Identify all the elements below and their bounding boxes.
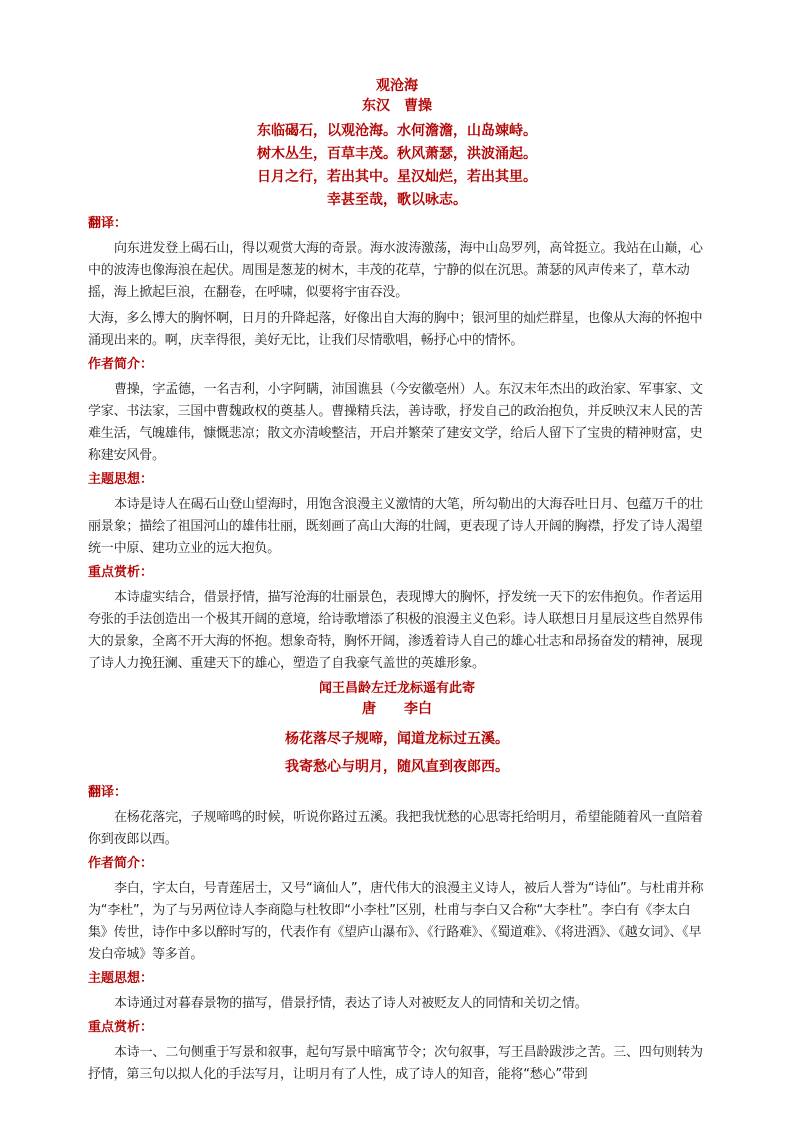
poem1-header xyxy=(88,76,706,212)
translation-paragraph: 大海，多么博大的胸怀啊，日月的升降起落，好像出自大海的胸中；银河里的灿烂群星，也像从大海的怀抱中涌现出来的。啊，庆幸得很，美好无比，让我们尽情歌唱，畅抒心中的情怀。 xyxy=(88,311,703,348)
theme-label: 主题思想： xyxy=(88,971,154,986)
poem2-header xyxy=(88,679,706,779)
analysis-paragraph: 本诗虚实结合，借景抒情，描写沧海的壮丽景色，表现博大的胸怀，抒发统一天下的宏伟抱负。作者运用夸张的手法创造出一个极其开阔的意境，给诗歌增添了积极的浪漫主义色彩。诗人联想日月星辰这些自然界伟大的景象，全离不开大海的怀抱。想象奇特，胸怀开阔，渗透着诗人自己的雄心壮志和昂扬奋发的精神，展现了诗人力挽狂澜、重建天下的雄心，塑造了自我豪气盖世的英雄形象。 xyxy=(88,590,703,671)
poem-author: 唐 李白 xyxy=(362,701,432,717)
analysis-label: 重点赏析： xyxy=(88,1020,154,1035)
theme-paragraph: 本诗通过对暮春景物的描写，借景抒情，表达了诗人对被贬友人的同情和关切之情。 xyxy=(114,996,588,1011)
translation-label: 翻译： xyxy=(88,785,128,800)
poem-line: 日月之行，若出其中。星汉灿烂，若出其里。 xyxy=(257,169,537,185)
poem-line: 我寄愁心与明月，随风直到夜郎西。 xyxy=(285,759,509,775)
poem-title: 闻王昌龄左迁龙标遥有此寄 xyxy=(318,681,475,696)
theme-label: 主题思想： xyxy=(88,472,154,487)
author-intro-label: 作者简介： xyxy=(88,856,154,871)
document-page xyxy=(88,76,706,1089)
poem-line: 杨花落尽子规啼，闻道龙标过五溪。 xyxy=(285,731,509,747)
translation-paragraph: 向东进发登上碣石山，得以观赏大海的奇景。海水波涛激荡，海中山岛罗列，高耸挺立。我站在山巅，心中的波涛也像海浪在起伏。周围是葱茏的树木，丰茂的花草，宁静的似在沉思。萧瑟的风声传来了，草木动摇，海上掀起巨浪，在翻卷，在呼啸，似要将宇宙吞没。 xyxy=(88,241,703,300)
analysis-paragraph: 本诗一、二句侧重于写景和叙事，起句写景中暗寓节令；次句叙事，写王昌龄跋涉之苦。三、四句则转为抒情，第三句以拟人化的手法写月，让明月有了人性，成了诗人的知音，能将“愁心”带到 xyxy=(88,1045,703,1082)
poem-title: 观沧海 xyxy=(376,78,418,94)
author-intro-label: 作者简介： xyxy=(88,357,154,372)
poem-author: 东汉 曹操 xyxy=(362,98,432,114)
theme-paragraph: 本诗是诗人在碣石山登山望海时，用饱含浪漫主义激情的大笔，所勾勒出的大海吞吐日月、包蕴万千的壮丽景象；描绘了祖国河山的雄伟壮丽，既刻画了高山大海的壮阔，更表现了诗人开阔的胸襟，抒发了诗人渴望统一中原、建功立业的远大抱负。 xyxy=(88,497,703,556)
poem-line: 树木丛生，百草丰茂。秋风萧瑟，洪波涌起。 xyxy=(257,146,537,162)
poem-line: 东临碣石，以观沧海。水何澹澹，山岛竦峙。 xyxy=(257,123,537,139)
translation-label: 翻译： xyxy=(88,216,128,231)
author-intro-paragraph: 李白，字太白，号青莲居士，又号“谪仙人”，唐代伟大的浪漫主义诗人，被后人誉为“诗仙”。与杜甫并称为“李杜”，为了与另两位诗人李商隐与杜牧即“小李杜”区别，杜甫与李白又合称“大李杜”。李白有《李太白集》传世，诗作中多以醉时写的，代表作有《望庐山瀑布》、《行路难》、《蜀道难》、《将进酒》、《越女词》、《早发白帝城》等多首。 xyxy=(88,881,704,962)
translation-paragraph: 在杨花落完，子规啼鸣的时候，听说你路过五溪。我把我忧愁的心思寄托给明月，希望能随着风一直陪着你到夜郎以西。 xyxy=(88,810,703,847)
poem-line: 幸甚至哉，歌以咏志。 xyxy=(327,192,467,208)
analysis-label: 重点赏析： xyxy=(88,565,154,580)
author-intro-paragraph: 曹操，字孟德，一名吉利，小字阿瞒，沛国谯县（今安徽亳州）人。东汉末年杰出的政治家、军事家、文学家、书法家，三国中曹魏政权的奠基人。曹操精兵法，善诗歌，抒发自己的政治抱负，并反映汉末人民的苦难生活，气魄雄伟，慷慨悲凉；散文亦清峻整洁，开启并繁荣了建安文学，给后人留下了宝贵的精神财富，史称建安风骨。 xyxy=(88,382,703,463)
